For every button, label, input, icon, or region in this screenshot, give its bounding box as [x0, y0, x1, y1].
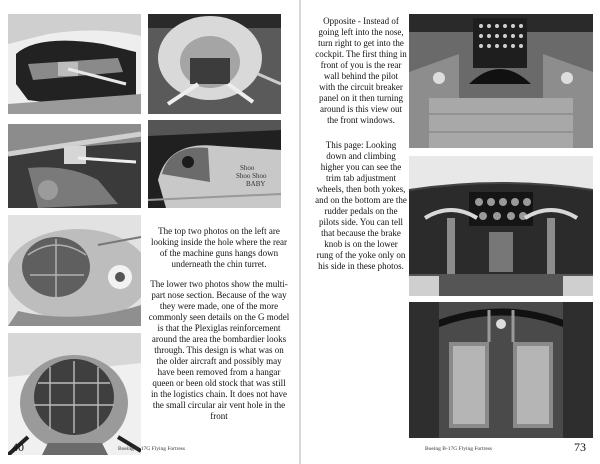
photo-circuit-breaker-wall [409, 14, 593, 148]
photo-multipart-nose [8, 215, 141, 326]
right-paragraph-2: This page: Looking down and climbing higher you can see the trim tab adjustment wheels, then both yokes, and on the bottom are the rudder pedals on the pilots side. You can tell that because the brake knob is on the lower rung of the yoke only on his side in these photos. [315, 140, 407, 271]
photo-nose-art [148, 120, 281, 208]
svg-text:Shoo: Shoo [240, 164, 255, 172]
left-page-number: 40 [12, 440, 24, 454]
photo-cockpit-yokes [409, 156, 593, 296]
right-body-text [315, 16, 407, 281]
right-page-number: 73 [574, 440, 586, 454]
photo-rudder-pedals [409, 302, 593, 438]
right-running-footer: Boeing B-17G Flying Fortress [425, 446, 493, 452]
right-page [301, 0, 600, 464]
right-paragraph-1: Opposite - Instead of going left into the nose, turn right to get into the cockpit. The first thing in front of you is the rear wall behind the pilot with the circuit breaker panel on it then turning around is this view out the front windows. [315, 16, 407, 125]
left-paragraph-1: The top two photos on the left are looking inside the hole where the rear of the machine guns hangs down underneath the chin turret. [151, 226, 287, 269]
photo-plexiglas-nose [8, 333, 141, 455]
photo-chin-turret-underside [148, 14, 281, 114]
photo-gun-mechanism [8, 124, 141, 208]
left-body-text [148, 226, 290, 431]
left-running-footer: Boeing B-17G Flying Fortress [118, 446, 186, 452]
svg-text:BABY: BABY [246, 180, 266, 188]
svg-text:Shoo Shoo: Shoo Shoo [236, 172, 267, 180]
left-page [0, 0, 299, 464]
photo-gun-hole-interior [8, 14, 141, 114]
left-paragraph-2: The lower two photos show the multi-part nose section. Because of the way they were made, one of the more commonly seen details on the G model is that the Plexiglas reinforcement around the area the bombardier looks through. This design is what was on the older aircraft and possibly may have been removed from a hangar queen or been old stock that was still in the logistics chain. It does not have the small circular air vent hole in the front [148, 279, 290, 421]
